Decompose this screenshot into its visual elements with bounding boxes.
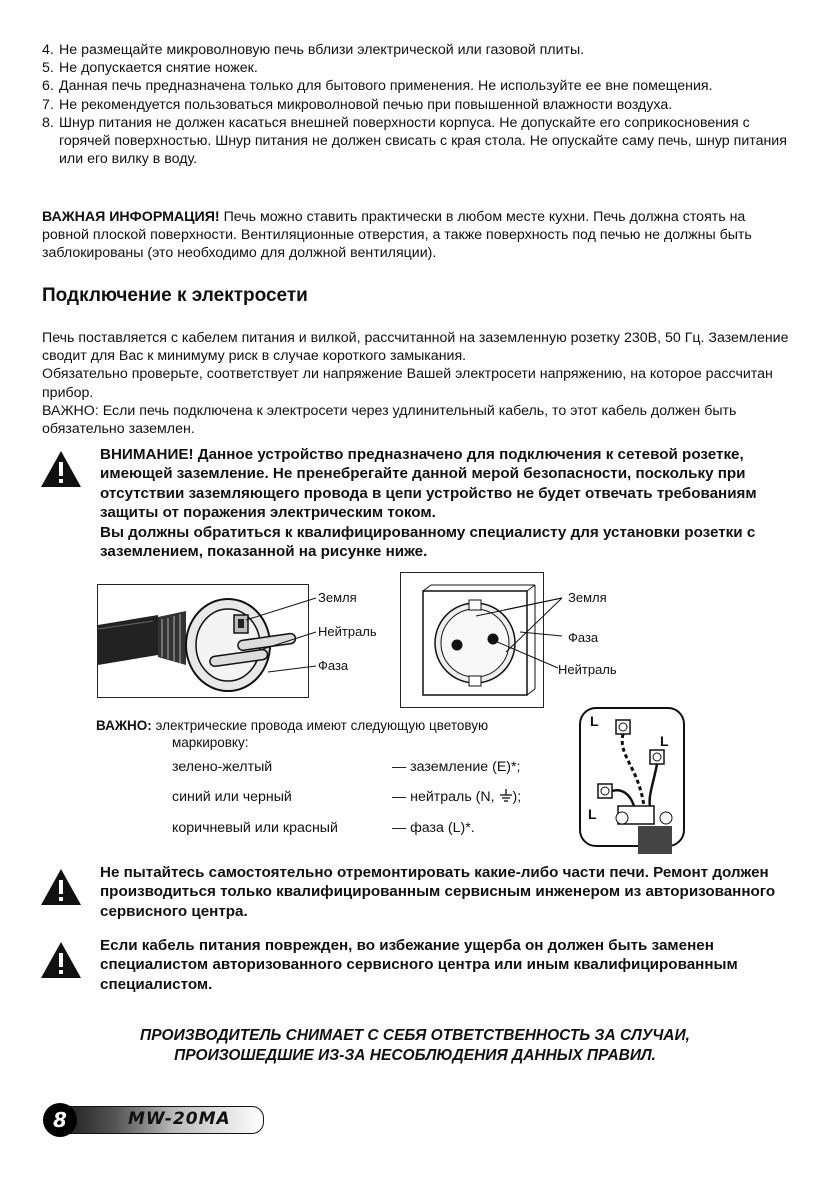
list-item: 8. Шнур питания не должен касаться внешней поверхности корпуса. Не допускайте его соприкосновения с горячей поверхностью. Шнур питания не должен свисать с края стола. Не опускайте саму печь, шнур питания или его вилку в воду. bbox=[42, 114, 787, 168]
wire-color: коричневый или красный bbox=[172, 820, 338, 836]
important-text: Печь можно ставить практически в любом месте кухни. Печь должна стоять на ровной плоской поверхности. Вентиляционные отверстия, а также поверхность под печью не должны быть заблокированы (это необходимо для должной вентиляции). bbox=[42, 209, 752, 262]
warning-grounding bbox=[100, 445, 790, 561]
model-name: MW-20MA bbox=[128, 1109, 231, 1129]
warning-icon bbox=[40, 941, 82, 979]
socket-leader-lines bbox=[470, 590, 570, 680]
warning-grounding-text: ВНИМАНИЕ! Данное устройство предназначено для подключения к сетевой розетке, имеющей заземление. Не пренебрегайте данной мерой безопасности, поскольку при отсутствии заземляющего провода в цепи устройство не будет отвечать требованиям защиты от поражения электрическим током. bbox=[100, 446, 757, 522]
connection-p3: ВАЖНО: Если печь подключена к электросети через удлинительный кабель, то этот кабель должен быть обязательно заземлен. bbox=[42, 402, 737, 438]
warning-grounding-text2: Вы должны обратиться к квалифицированному специалисту для установки розетки с заземлением, показанной на рисунке ниже. bbox=[100, 523, 756, 561]
page-number: 8 bbox=[53, 1108, 67, 1132]
important-info bbox=[42, 208, 794, 263]
plug-label-neutral: Нейтраль bbox=[318, 624, 377, 639]
list-item: 5. Не допускается снятие ножек. bbox=[42, 60, 258, 77]
disclaimer-line-2: ПРОИЗОШЕДШИЕ ИЗ-ЗА НЕСОБЛЮДЕНИЯ ДАННЫХ ПРАВИЛ. bbox=[174, 1047, 656, 1064]
terminal-label: L bbox=[588, 806, 597, 822]
terminal-label: L bbox=[590, 713, 599, 729]
wire-meaning: — заземление (E)*; bbox=[392, 759, 521, 775]
wire-legend-label: ВАЖНО: bbox=[96, 718, 152, 733]
connection-p1: Печь поставляется с кабелем питания и вилкой, рассчитанной на заземленную розетку 230В, 50 Гц. Заземление сводит для Вас к минимуму риск в случае короткого замыкания. bbox=[42, 330, 789, 365]
plug-label-phase: Фаза bbox=[318, 658, 349, 673]
warning-icon bbox=[40, 868, 82, 906]
list-item: 4. Не размещайте микроволновую печь вблизи электрической или газовой плиты. bbox=[42, 42, 585, 58]
wire-meaning: — нейтраль (N, ); bbox=[392, 789, 522, 805]
wire-color: синий или черный bbox=[172, 789, 292, 805]
socket-label-phase: Фаза bbox=[568, 630, 599, 645]
ground-symbol-icon bbox=[499, 789, 513, 803]
wire-meaning: — фаза (L)*. bbox=[392, 820, 475, 836]
disclaimer bbox=[40, 1026, 790, 1066]
wire-legend-intro-2: маркировку: bbox=[172, 735, 249, 750]
disclaimer-line-1: ПРОИЗВОДИТЕЛЬ СНИМАЕТ С СЕБЯ ОТВЕТСТВЕННОСТЬ ЗА СЛУЧАИ, bbox=[140, 1027, 690, 1044]
section-title: Подключение к электросети bbox=[42, 285, 308, 306]
socket-label-neutral: Нейтраль bbox=[558, 662, 617, 677]
socket-label-earth: Земля bbox=[568, 590, 607, 605]
list-item: 7. Не рекомендуется пользоваться микроволновой печью при повышенной влажности воздуха. bbox=[42, 96, 673, 113]
connection-p2: Обязательно проверьте, соответствует ли напряжение Вашей электросети напряжению, на которое рассчитан прибор. bbox=[42, 366, 773, 401]
terminal-label: L bbox=[660, 733, 669, 749]
warning-repair: Не пытайтесь самостоятельно отремонтировать какие-либо части печи. Ремонт должен производиться только квалифицированным сервисным инженером из авторизованного сервисного центра. bbox=[100, 864, 776, 920]
connection-text bbox=[42, 329, 794, 438]
important-label: ВАЖНАЯ ИНФОРМАЦИЯ! bbox=[42, 209, 220, 225]
warning-cable: Если кабель питания поврежден, во избежание ущерба он должен быть заменен специалистом авторизованного сервисного центра или иным квалифицированным специалистом. bbox=[100, 937, 738, 993]
plug-leader-lines bbox=[240, 590, 320, 680]
warning-icon bbox=[40, 450, 82, 488]
wire-legend-intro: ВАЖНО: электрические провода имеют следующую цветовую bbox=[96, 718, 489, 733]
wire-color: зелено-желтый bbox=[172, 759, 273, 775]
safety-list bbox=[42, 41, 792, 168]
plug-label-earth: Земля bbox=[318, 590, 357, 605]
list-item: 6. Данная печь предназначена только для бытового применения. Не используйте ее вне помещения. bbox=[42, 78, 713, 95]
page-number-badge bbox=[43, 1103, 77, 1137]
